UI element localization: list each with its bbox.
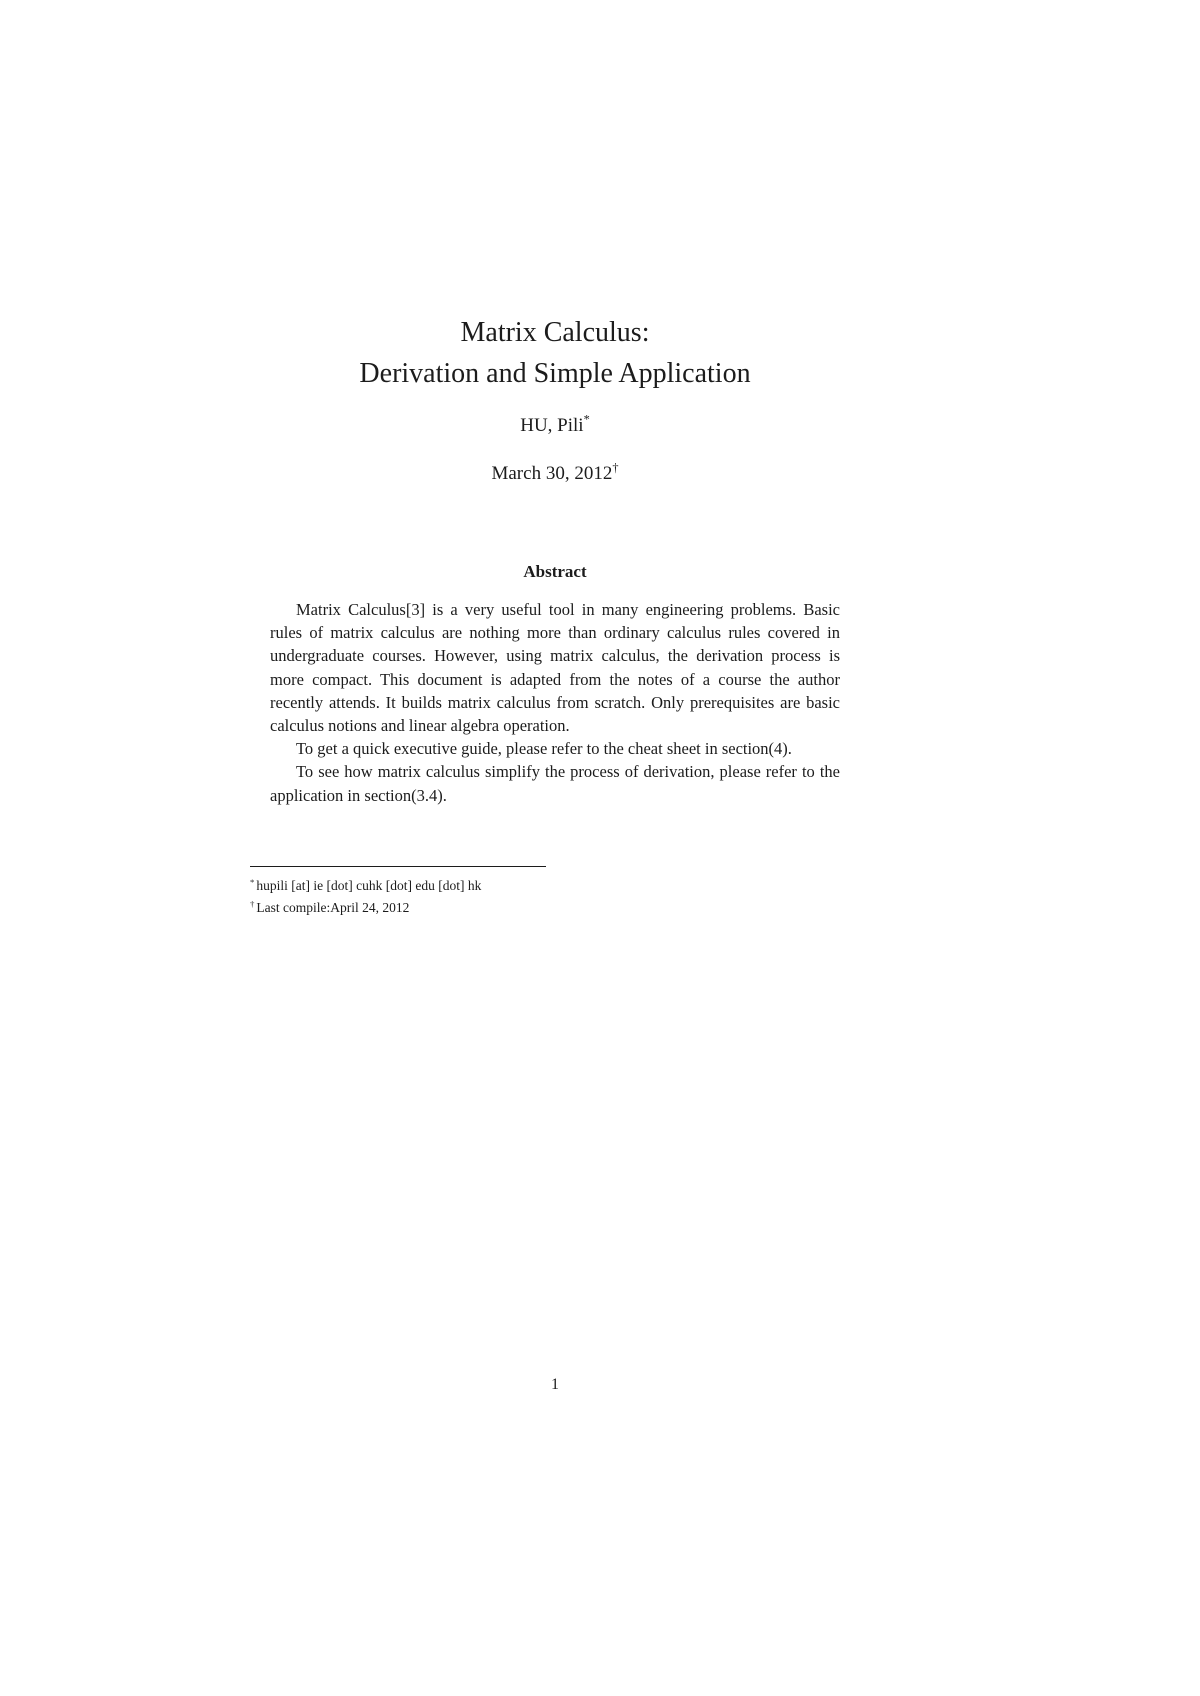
text-column: [250, 0, 860, 1696]
abstract-paragraph-2: To get a quick executive guide, please refer to the cheat sheet in section(4).: [296, 739, 792, 759]
footnote-rule: [250, 866, 546, 867]
footnote-compile-marker: †: [250, 898, 255, 909]
author-line: [250, 414, 860, 438]
abstract-section: [270, 562, 840, 807]
footnotes-section: [250, 866, 860, 919]
footnote-compile-text: Last compile:April 24, 2012: [256, 900, 410, 915]
abstract-paragraph-3: To see how matrix calculus simplify the process of derivation, please refer to the application in section(3.4).: [270, 762, 840, 805]
footnote-email-text: hupili [at] ie [dot] cuhk [dot] edu [dot] hk: [256, 878, 482, 893]
paper-title-line1: Matrix Calculus:: [460, 317, 650, 348]
author-footnote-marker: *: [583, 412, 590, 427]
footnote-email-marker: *: [250, 876, 255, 887]
abstract-heading: Abstract: [523, 562, 587, 581]
date-line: [250, 462, 860, 486]
paper-title: [250, 312, 860, 394]
paper-title-line2: Derivation and Simple Application: [359, 358, 751, 389]
date-text: March 30, 2012: [491, 463, 613, 484]
page-number: 1: [551, 1376, 559, 1393]
abstract-paragraph-1: Matrix Calculus[3] is a very useful tool in many engineering problems. Basic rules of matrix calculus are nothing more than ordinary calculus rules covered in undergraduate courses. However, using matrix calculus, the derivation process is more compact. This document is adapted from the notes of a course the author recently attends. It builds matrix calculus from scratch. Only prerequisites are basic calculus notions and linear algebra operation.: [270, 600, 840, 736]
footnote-compile-date: [250, 897, 860, 919]
author-name: HU, Pili: [520, 415, 584, 436]
footnote-email: [250, 875, 860, 897]
date-footnote-marker: †: [612, 460, 619, 475]
